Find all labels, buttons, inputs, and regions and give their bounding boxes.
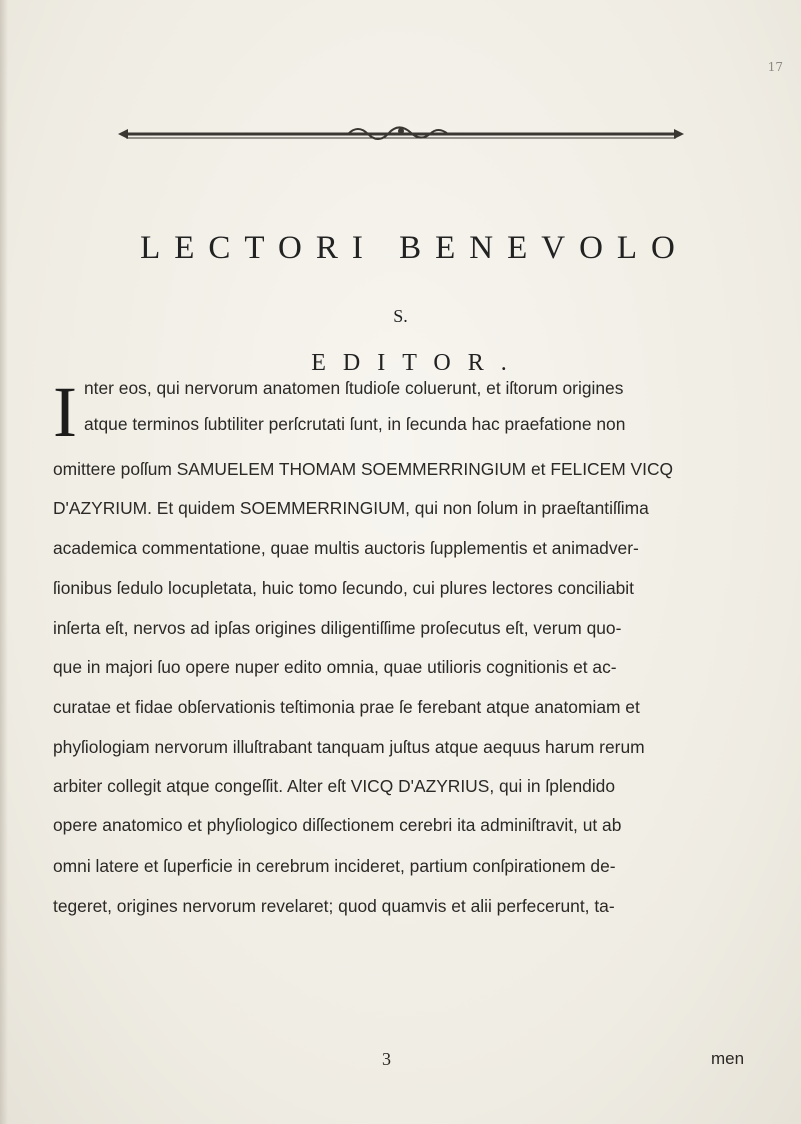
text-line-5: academica commentatione, quae multis auctoris ſupplementis et animadver- <box>53 538 639 558</box>
text-line-14: tegeret, origines nervorum revelaret; quod quamvis et alii perfecerunt, ta- <box>53 896 615 916</box>
text-line-9: curatae et fidae obſervationis teſtimonia prae ſe ferebant atque anatomiam et <box>53 697 640 717</box>
corner-marking: 17 <box>767 60 783 74</box>
text-line-2: atque terminos ſubtiliter perſcrutati ſunt, in ſecunda hac praefatione non <box>84 414 626 434</box>
text-line-4: D'AZYRIUM. Et quidem SOEMMERRINGIUM, qui non ſolum in praeſtantiſſima <box>53 498 649 518</box>
text-line-8: que in majori ſuo opere nuper edito omnia, quae utilioris cognitionis et ac- <box>53 657 617 677</box>
drop-cap-initial: I <box>53 372 77 452</box>
text-line-10: phyſiologiam nervorum illuſtrabant tanquam juſtus atque aequus harum rerum <box>53 737 645 757</box>
text-line-11: arbiter collegit atque congeſſit. Alter eſt VICQ D'AZYRIUS, qui in ſplendido <box>53 776 616 796</box>
page-footer <box>0 1049 801 1073</box>
signature-mark: 3 <box>382 1049 391 1069</box>
subtitle-editor: EDITOR. <box>311 350 524 376</box>
salutation-letter: S. <box>393 306 408 326</box>
text-line-7: inſerta eſt, nervos ad ipſas origines diligentiſſime proſecutus eſt, verum quo- <box>53 618 622 638</box>
text-line-13: omni latere et ſuperficie in cerebrum incideret, partium conſpirationem de- <box>53 856 616 876</box>
text-line-1: nter eos, qui nervorum anatomen ſtudioſe coluerunt, et iſtorum origines <box>84 378 624 398</box>
text-line-3: omittere poſſum SAMUELEM THOMAM SOEMMERRINGIUM et FELICEM VICQ <box>53 459 674 479</box>
text-line-6: ſionibus ſedulo locupletata, huic tomo ſecundo, cui plures lectores conciliabit <box>53 578 634 598</box>
catchword: men <box>711 1049 745 1068</box>
text-line-12: opere anatomico et phyſiologico diſſectionem cerebri ita adminiſtravit, ut ab <box>53 815 622 835</box>
page-fold-shadow <box>0 0 8 1124</box>
title-lectori-benevolo: LECTORI BENEVOLO <box>140 230 689 266</box>
decorative-rule-ornament <box>118 122 684 146</box>
